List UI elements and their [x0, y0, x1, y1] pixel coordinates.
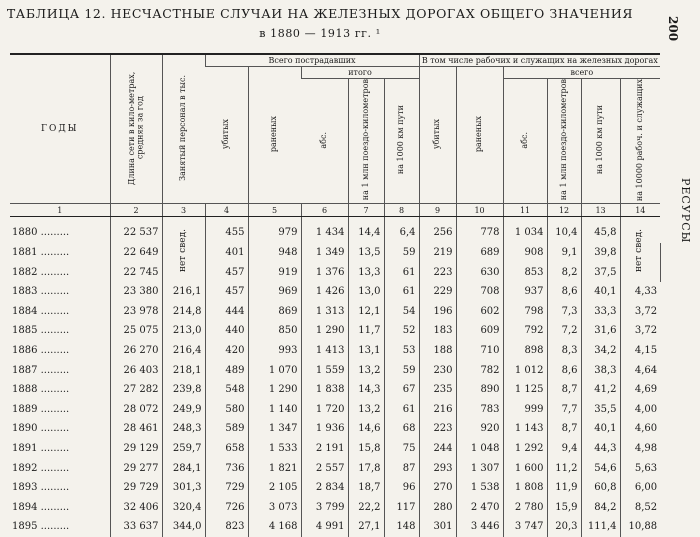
value-cell: 736: [205, 458, 248, 478]
value-cell: 183: [419, 321, 456, 341]
value-cell: 1 313: [301, 301, 348, 321]
value-cell: 218,1: [162, 360, 205, 380]
value-cell: 18,7: [348, 478, 384, 498]
value-cell: 10,88: [620, 517, 660, 537]
header-workers-killed: убитых: [419, 67, 456, 204]
value-cell: 4,64: [620, 360, 660, 380]
column-number: 2: [110, 204, 162, 217]
column-number: 7: [348, 204, 384, 217]
value-cell: 248,3: [162, 419, 205, 439]
header-workers-wounded: раненых: [456, 67, 503, 204]
value-cell: 10,4: [547, 223, 581, 243]
value-cell: 14,6: [348, 419, 384, 439]
value-cell: 15,9: [547, 497, 581, 517]
value-cell: 440: [205, 321, 248, 341]
table-title: ТАБЛИЦА 12. НЕСЧАСТНЫЕ СЛУЧАИ НА ЖЕЛЕЗНЫХ ДОРОГАХ ОБЩЕГО ЗНАЧЕНИЯ: [6, 6, 634, 21]
value-cell: 216: [419, 399, 456, 419]
value-cell: 17,8: [348, 458, 384, 478]
table-subtitle: в 1880 — 1913 гг. ¹: [259, 27, 381, 40]
value-cell: 4,69: [620, 380, 660, 400]
year-cell: 1890 .........: [12, 423, 70, 435]
value-cell: 420: [205, 341, 248, 361]
value-cell: 22 537: [110, 223, 162, 243]
value-cell: 8,6: [547, 282, 581, 302]
table-row: [10, 341, 660, 361]
value-cell: 630: [456, 262, 503, 282]
value-cell: 39,8: [581, 243, 620, 263]
value-cell: 6,4: [384, 223, 419, 243]
value-cell: 13,5: [348, 243, 384, 263]
value-cell: 223: [419, 262, 456, 282]
value-cell: 658: [205, 439, 248, 459]
value-cell: 850: [248, 321, 301, 341]
table-row: [10, 517, 660, 537]
column-number: 5: [248, 204, 301, 217]
header-per-million-km: на 1 млн поездо-километров: [348, 79, 384, 204]
value-cell: 41,2: [581, 380, 620, 400]
value-cell: 3,72: [620, 301, 660, 321]
value-cell: 68: [384, 419, 419, 439]
value-cell: 602: [456, 301, 503, 321]
header-per-10000: на 10000 рабоч. и служащих: [620, 79, 660, 204]
value-cell: 235: [419, 380, 456, 400]
header-abs: абс.: [301, 79, 348, 204]
value-cell: 4,33: [620, 282, 660, 302]
value-cell: 589: [205, 419, 248, 439]
section-heading: РЕСУРСЫ: [679, 178, 692, 244]
value-cell: 188: [419, 341, 456, 361]
table-row: [10, 439, 660, 459]
value-cell: 1 347: [248, 419, 301, 439]
value-cell: 84,2: [581, 497, 620, 517]
value-cell: 40,1: [581, 282, 620, 302]
value-cell: 778: [456, 223, 503, 243]
value-cell: 4 168: [248, 517, 301, 537]
value-cell: 230: [419, 360, 456, 380]
value-cell: 45,8: [581, 223, 620, 243]
table-row: [10, 243, 660, 263]
value-cell: 1 125: [503, 380, 547, 400]
year-cell: 1887 .........: [12, 364, 70, 376]
value-cell: 3 073: [248, 497, 301, 517]
year-cell: 1884 .........: [12, 305, 70, 317]
header-per-1000-km: на 1000 км пути: [384, 79, 419, 204]
value-cell: 401: [205, 243, 248, 263]
value-cell: 28 072: [110, 399, 162, 419]
value-cell: 31,6: [581, 321, 620, 341]
value-cell: 219: [419, 243, 456, 263]
value-cell: 29 277: [110, 458, 162, 478]
table-row: [10, 399, 660, 419]
value-cell: 25 075: [110, 321, 162, 341]
value-cell: 13,3: [348, 262, 384, 282]
table-row: [10, 478, 660, 498]
personnel-no-data-note: [162, 223, 205, 282]
value-cell: 1 434: [301, 223, 348, 243]
value-cell: 15,8: [348, 439, 384, 459]
value-cell: 239,8: [162, 380, 205, 400]
table-row: [10, 380, 660, 400]
no-data-label: нет свед.: [634, 229, 645, 273]
header-total-victims: Всего пострадавших: [205, 54, 419, 67]
table-row: [10, 282, 660, 302]
value-cell: 580: [205, 399, 248, 419]
year-cell: 1885 .........: [12, 325, 70, 337]
value-cell: 284,1: [162, 458, 205, 478]
value-cell: 22 649: [110, 243, 162, 263]
value-cell: 993: [248, 341, 301, 361]
value-cell: 20,3: [547, 517, 581, 537]
year-cell: 1883 .........: [12, 286, 70, 298]
header-workers: В том числе рабочих и служащих на железных дорогах: [419, 54, 660, 67]
value-cell: 1 720: [301, 399, 348, 419]
column-number: 10: [456, 204, 503, 217]
value-cell: 75: [384, 439, 419, 459]
year-cell: 1895 .........: [12, 521, 70, 533]
value-cell: 3 446: [456, 517, 503, 537]
value-cell: 61: [384, 399, 419, 419]
column-number: 1: [10, 204, 110, 217]
table-row: [10, 458, 660, 478]
column-number: 4: [205, 204, 248, 217]
value-cell: 4,60: [620, 419, 660, 439]
value-cell: 1 070: [248, 360, 301, 380]
value-cell: 1 936: [301, 419, 348, 439]
value-cell: 1 140: [248, 399, 301, 419]
value-cell: 3 799: [301, 497, 348, 517]
value-cell: 2 557: [301, 458, 348, 478]
header-workers-per-million-km: на 1 млн поездо-километров: [547, 79, 581, 204]
value-cell: 8,6: [547, 360, 581, 380]
no-data-label: нет свед.: [177, 229, 188, 273]
value-cell: 38,3: [581, 360, 620, 380]
value-cell: 548: [205, 380, 248, 400]
value-cell: 2 105: [248, 478, 301, 498]
value-cell: 14,3: [348, 380, 384, 400]
value-cell: 455: [205, 223, 248, 243]
value-cell: 7,7: [547, 399, 581, 419]
value-cell: 32 406: [110, 497, 162, 517]
value-cell: 4,15: [620, 341, 660, 361]
header-personnel: Занятый персонал в тыс.: [162, 54, 205, 204]
value-cell: 33,3: [581, 301, 620, 321]
value-cell: 898: [503, 341, 547, 361]
value-cell: 1 808: [503, 478, 547, 498]
year-cell: 1881 .........: [12, 246, 70, 258]
value-cell: 8,7: [547, 419, 581, 439]
value-cell: 259,7: [162, 439, 205, 459]
value-cell: 4,98: [620, 439, 660, 459]
value-cell: 2 191: [301, 439, 348, 459]
value-cell: 869: [248, 301, 301, 321]
value-cell: 969: [248, 282, 301, 302]
value-cell: 320,4: [162, 497, 205, 517]
value-cell: 67: [384, 380, 419, 400]
year-cell: 1889 .........: [12, 403, 70, 415]
value-cell: 280: [419, 497, 456, 517]
value-cell: 948: [248, 243, 301, 263]
value-cell: 249,9: [162, 399, 205, 419]
value-cell: 6,00: [620, 478, 660, 498]
value-cell: 60,8: [581, 478, 620, 498]
value-cell: 23 380: [110, 282, 162, 302]
value-cell: 2 780: [503, 497, 547, 517]
year-cell: 1888 .........: [12, 384, 70, 396]
value-cell: 782: [456, 360, 503, 380]
value-cell: 9,4: [547, 439, 581, 459]
value-cell: 213,0: [162, 321, 205, 341]
value-cell: 1 600: [503, 458, 547, 478]
value-cell: 270: [419, 478, 456, 498]
value-cell: 919: [248, 262, 301, 282]
value-cell: 111,4: [581, 517, 620, 537]
table-row: [10, 419, 660, 439]
value-cell: 979: [248, 223, 301, 243]
table-row: [10, 223, 660, 243]
header-wounded: раненых: [248, 67, 301, 204]
column-number: 13: [581, 204, 620, 217]
header-workers-sub: всего: [503, 67, 660, 79]
value-cell: 13,0: [348, 282, 384, 302]
value-cell: 52: [384, 321, 419, 341]
value-cell: 4 991: [301, 517, 348, 537]
year-cell: 1893 .........: [12, 482, 70, 494]
value-cell: 9,1: [547, 243, 581, 263]
value-cell: 792: [503, 321, 547, 341]
value-cell: 444: [205, 301, 248, 321]
value-cell: 2 834: [301, 478, 348, 498]
value-cell: 28 461: [110, 419, 162, 439]
value-cell: 13,2: [348, 360, 384, 380]
table-header: [10, 54, 660, 217]
value-cell: 890: [456, 380, 503, 400]
header-killed: убитых: [205, 67, 248, 204]
value-cell: 1 012: [503, 360, 547, 380]
value-cell: 61: [384, 282, 419, 302]
page-margin: [666, 0, 700, 458]
value-cell: 1 426: [301, 282, 348, 302]
value-cell: 301: [419, 517, 456, 537]
value-cell: 34,2: [581, 341, 620, 361]
value-cell: 27 282: [110, 380, 162, 400]
accidents-table: [10, 53, 660, 537]
value-cell: 920: [456, 419, 503, 439]
value-cell: 244: [419, 439, 456, 459]
column-number-row: [10, 204, 660, 217]
value-cell: 1 533: [248, 439, 301, 459]
column-number: 14: [620, 204, 660, 217]
column-number: 8: [384, 204, 419, 217]
year-cell: 1880 .........: [12, 227, 70, 239]
value-cell: 1 292: [503, 439, 547, 459]
value-cell: 798: [503, 301, 547, 321]
value-cell: 8,52: [620, 497, 660, 517]
value-cell: 96: [384, 478, 419, 498]
table-body: [10, 217, 660, 537]
value-cell: 11,2: [547, 458, 581, 478]
header-length: Длина сети в кило-метрах, средняя за год: [110, 54, 162, 204]
value-cell: 14,4: [348, 223, 384, 243]
column-number: 12: [547, 204, 581, 217]
value-cell: 823: [205, 517, 248, 537]
value-cell: 12,1: [348, 301, 384, 321]
value-cell: 11,9: [547, 478, 581, 498]
value-cell: 999: [503, 399, 547, 419]
value-cell: 1 538: [456, 478, 503, 498]
page-number: 200: [666, 16, 680, 42]
value-cell: 1 559: [301, 360, 348, 380]
value-cell: 54,6: [581, 458, 620, 478]
value-cell: 35,5: [581, 399, 620, 419]
value-cell: 293: [419, 458, 456, 478]
value-cell: 29 129: [110, 439, 162, 459]
value-cell: 1 143: [503, 419, 547, 439]
value-cell: 609: [456, 321, 503, 341]
table-row: [10, 321, 660, 341]
header-years: ГОДЫ: [10, 54, 110, 204]
rate-no-data-note: [620, 223, 660, 282]
value-cell: 5,63: [620, 458, 660, 478]
value-cell: 1 290: [248, 380, 301, 400]
value-cell: 301,3: [162, 478, 205, 498]
value-cell: 1 048: [456, 439, 503, 459]
value-cell: 783: [456, 399, 503, 419]
value-cell: 710: [456, 341, 503, 361]
value-cell: 29 729: [110, 478, 162, 498]
value-cell: 8,2: [547, 262, 581, 282]
value-cell: 2 470: [456, 497, 503, 517]
value-cell: 4,00: [620, 399, 660, 419]
value-cell: 3 747: [503, 517, 547, 537]
value-cell: 23 978: [110, 301, 162, 321]
header-workers-abs: абс.: [503, 79, 547, 204]
header-workers-per-1000-km: на 1000 км пути: [581, 79, 620, 204]
value-cell: 908: [503, 243, 547, 263]
value-cell: 1 290: [301, 321, 348, 341]
value-cell: 117: [384, 497, 419, 517]
year-cell: 1891 .........: [12, 442, 70, 454]
value-cell: 196: [419, 301, 456, 321]
value-cell: 22,2: [348, 497, 384, 517]
value-cell: 223: [419, 419, 456, 439]
value-cell: 7,2: [547, 321, 581, 341]
value-cell: 689: [456, 243, 503, 263]
value-cell: 708: [456, 282, 503, 302]
value-cell: 54: [384, 301, 419, 321]
value-cell: 457: [205, 282, 248, 302]
value-cell: 53: [384, 341, 419, 361]
value-cell: 87: [384, 458, 419, 478]
value-cell: 256: [419, 223, 456, 243]
value-cell: 22 745: [110, 262, 162, 282]
value-cell: 853: [503, 262, 547, 282]
value-cell: 729: [205, 478, 248, 498]
value-cell: 7,3: [547, 301, 581, 321]
value-cell: 216,1: [162, 282, 205, 302]
value-cell: 8,3: [547, 341, 581, 361]
year-cell: 1894 .........: [12, 501, 70, 513]
value-cell: 13,1: [348, 341, 384, 361]
value-cell: 229: [419, 282, 456, 302]
value-cell: 27,1: [348, 517, 384, 537]
column-number: 9: [419, 204, 456, 217]
value-cell: 457: [205, 262, 248, 282]
column-number: 6: [301, 204, 348, 217]
value-cell: 489: [205, 360, 248, 380]
value-cell: 344,0: [162, 517, 205, 537]
value-cell: 11,7: [348, 321, 384, 341]
value-cell: 40,1: [581, 419, 620, 439]
value-cell: 1 034: [503, 223, 547, 243]
value-cell: 1 838: [301, 380, 348, 400]
value-cell: 216,4: [162, 341, 205, 361]
table-row: [10, 301, 660, 321]
value-cell: 726: [205, 497, 248, 517]
value-cell: 8,7: [547, 380, 581, 400]
year-cell: 1886 .........: [12, 344, 70, 356]
value-cell: 1 376: [301, 262, 348, 282]
value-cell: 1 307: [456, 458, 503, 478]
value-cell: 13,2: [348, 399, 384, 419]
value-cell: 26 403: [110, 360, 162, 380]
value-cell: 1 413: [301, 341, 348, 361]
value-cell: 214,8: [162, 301, 205, 321]
value-cell: 1 821: [248, 458, 301, 478]
value-cell: 148: [384, 517, 419, 537]
value-cell: 59: [384, 360, 419, 380]
value-cell: 33 637: [110, 517, 162, 537]
value-cell: 37,5: [581, 262, 620, 282]
year-cell: 1882 .........: [12, 266, 70, 278]
value-cell: 937: [503, 282, 547, 302]
value-cell: 59: [384, 243, 419, 263]
value-cell: 26 270: [110, 341, 162, 361]
table-row: [10, 497, 660, 517]
column-number: 3: [162, 204, 205, 217]
column-number: 11: [503, 204, 547, 217]
year-cell: 1892 .........: [12, 462, 70, 474]
header-total-sub: итого: [301, 67, 419, 79]
value-cell: 61: [384, 262, 419, 282]
value-cell: 44,3: [581, 439, 620, 459]
value-cell: 1 349: [301, 243, 348, 263]
table-row: [10, 262, 660, 282]
value-cell: 3,72: [620, 321, 660, 341]
table-row: [10, 360, 660, 380]
